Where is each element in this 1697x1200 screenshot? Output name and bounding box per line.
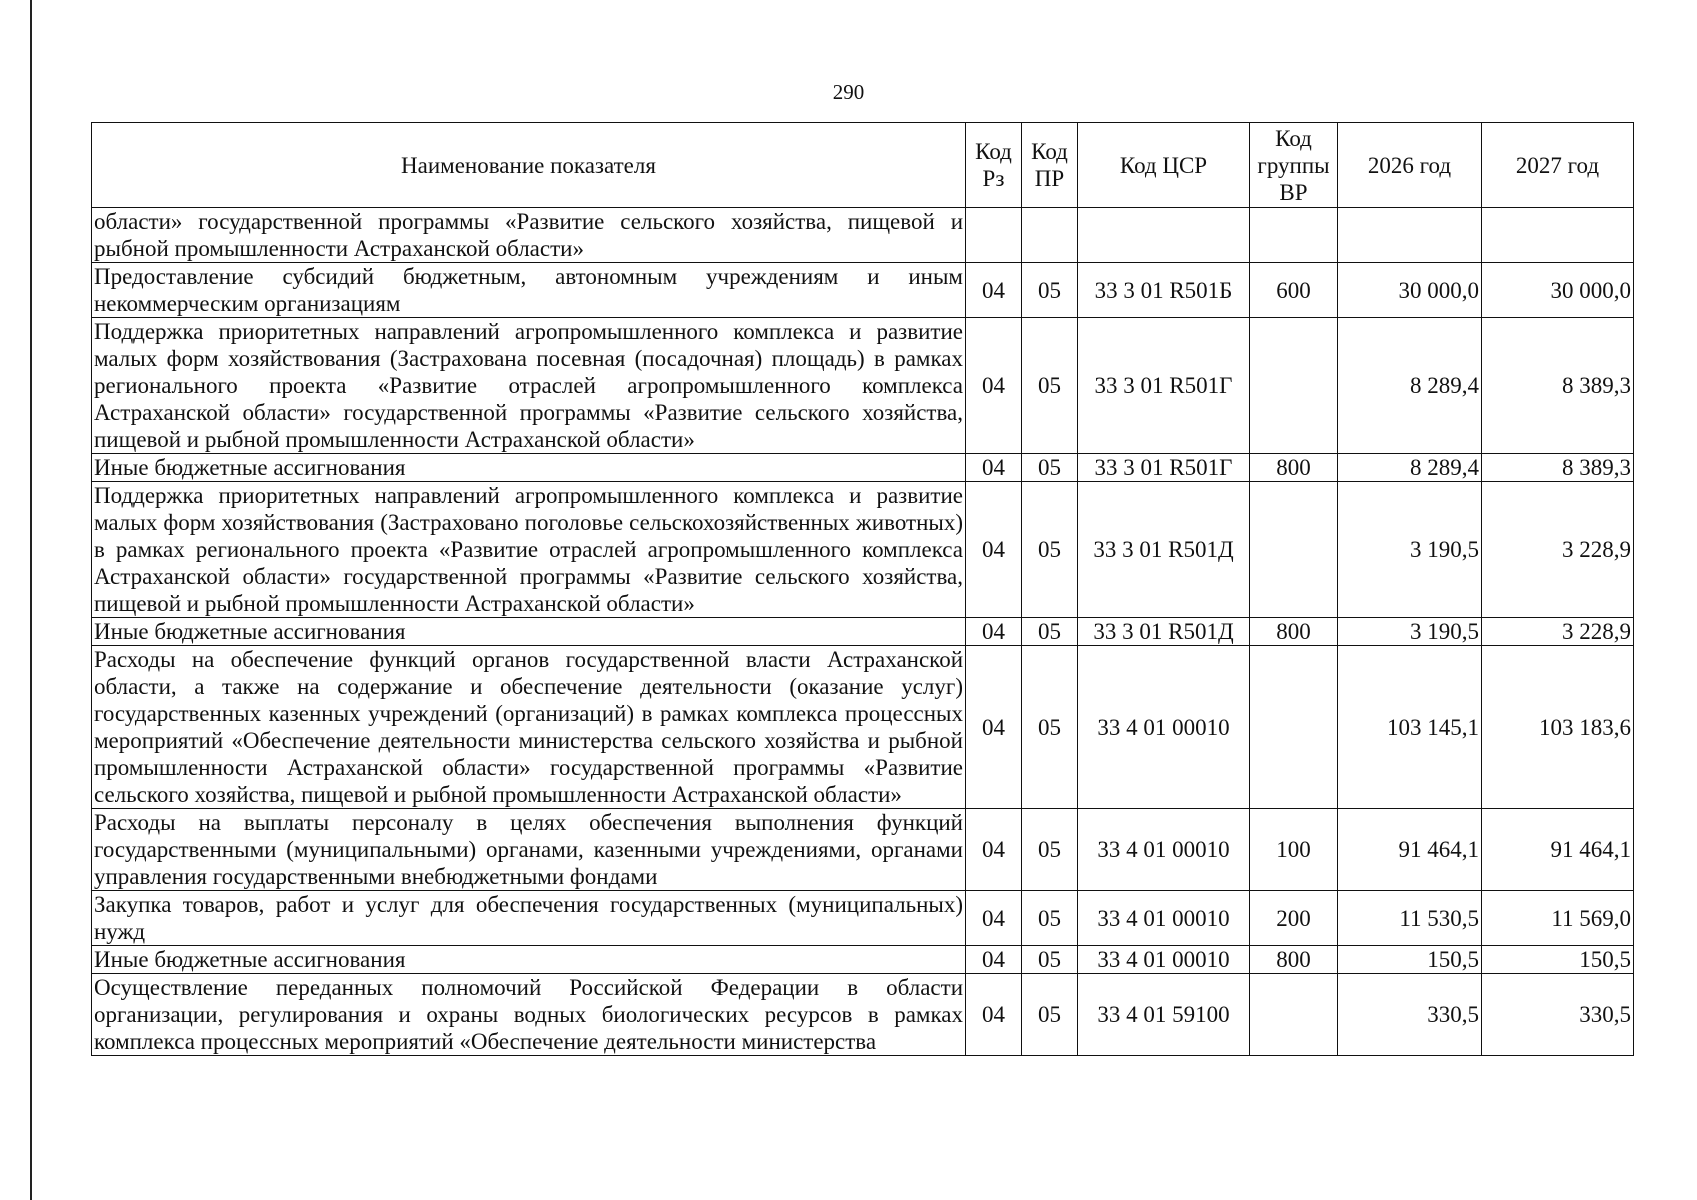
row-2027: 3 228,9 xyxy=(1482,618,1634,646)
table-row xyxy=(92,208,1634,263)
row-name: Поддержка приоритетных направлений агропромышленного комплекса и развитие малых форм хозяйствования (Застраховано поголовье сельскохозяйственных животных) в рамках регионального проекта «Развитие отраслей агропромышленного комплекса Астраханской области» государственной программы «Развитие сельского хозяйства, пищевой и рыбной промышленности Астраханской области» xyxy=(92,482,966,618)
header-name: Наименование показателя xyxy=(92,123,966,208)
row-pr: 05 xyxy=(1022,946,1078,974)
row-2027: 8 389,3 xyxy=(1482,318,1634,454)
row-2026: 11 530,5 xyxy=(1338,891,1482,946)
row-rz: 04 xyxy=(966,318,1022,454)
row-name: Расходы на обеспечение функций органов государственной власти Астраханской области, а также на содержание и обеспечение деятельности (оказание услуг) государственных казенных учреждений (организаций) в рамках комплекса процессных мероприятий «Обеспечение деятельности министерства сельского хозяйства и рыбной промышленности Астраханской области» государственной программы «Развитие сельского хозяйства, пищевой и рыбной промышленности Астраханской области» xyxy=(92,646,966,809)
row-rz: 04 xyxy=(966,263,1022,318)
row-vr: 800 xyxy=(1250,454,1338,482)
row-rz: 04 xyxy=(966,891,1022,946)
row-name: Поддержка приоритетных направлений агропромышленного комплекса и развитие малых форм хозяйствования (Застрахована посевная (посадочная) площадь) в рамках регионального проекта «Развитие отраслей агропромышленного комплекса Астраханской области» государственной программы «Развитие сельского хозяйства, пищевой и рыбной промышленности Астраханской области» xyxy=(92,318,966,454)
row-2026: 150,5 xyxy=(1338,946,1482,974)
row-name: Предоставление субсидий бюджетным, автономным учреждениям и иным некоммерческим организациям xyxy=(92,263,966,318)
row-rz: 04 xyxy=(966,646,1022,809)
row-2026: 3 190,5 xyxy=(1338,618,1482,646)
header-rz: Код Рз xyxy=(966,123,1022,208)
table-row xyxy=(92,454,1634,482)
row-csr: 33 4 01 59100 xyxy=(1078,974,1250,1056)
row-vr: 200 xyxy=(1250,891,1338,946)
row-pr: 05 xyxy=(1022,318,1078,454)
row-csr: 33 3 01 R501Г xyxy=(1078,318,1250,454)
table-row xyxy=(92,974,1634,1056)
row-rz: 04 xyxy=(966,946,1022,974)
row-2027 xyxy=(1482,208,1634,263)
row-name: Расходы на выплаты персоналу в целях обеспечения выполнения функций государственными (муниципальными) органами, казенными учреждениями, органами управления государственными внебюджетными фондами xyxy=(92,809,966,891)
table-header-row xyxy=(92,123,1634,208)
row-name: Закупка товаров, работ и услуг для обеспечения государственных (муниципальных) нужд xyxy=(92,891,966,946)
table-row xyxy=(92,263,1634,318)
row-rz: 04 xyxy=(966,454,1022,482)
row-2027: 11 569,0 xyxy=(1482,891,1634,946)
table-row xyxy=(92,946,1634,974)
row-vr: 800 xyxy=(1250,946,1338,974)
row-vr xyxy=(1250,318,1338,454)
table-row xyxy=(92,618,1634,646)
row-pr: 05 xyxy=(1022,263,1078,318)
row-pr: 05 xyxy=(1022,809,1078,891)
row-2026: 30 000,0 xyxy=(1338,263,1482,318)
row-2026 xyxy=(1338,208,1482,263)
budget-table xyxy=(91,122,1634,1056)
row-csr: 33 4 01 00010 xyxy=(1078,891,1250,946)
table-row xyxy=(92,646,1634,809)
row-2026: 3 190,5 xyxy=(1338,482,1482,618)
row-vr: 800 xyxy=(1250,618,1338,646)
row-pr: 05 xyxy=(1022,618,1078,646)
row-2026: 103 145,1 xyxy=(1338,646,1482,809)
row-csr xyxy=(1078,208,1250,263)
row-pr: 05 xyxy=(1022,454,1078,482)
row-2026: 91 464,1 xyxy=(1338,809,1482,891)
row-vr xyxy=(1250,974,1338,1056)
header-vr: Код группы ВР xyxy=(1250,123,1338,208)
table-row xyxy=(92,809,1634,891)
table-row xyxy=(92,318,1634,454)
row-2027: 330,5 xyxy=(1482,974,1634,1056)
table-row xyxy=(92,482,1634,618)
row-vr: 100 xyxy=(1250,809,1338,891)
row-vr xyxy=(1250,646,1338,809)
row-2026: 8 289,4 xyxy=(1338,454,1482,482)
row-2027: 30 000,0 xyxy=(1482,263,1634,318)
row-csr: 33 3 01 R501Д xyxy=(1078,618,1250,646)
row-name: области» государственной программы «Развитие сельского хозяйства, пищевой и рыбной промышленности Астраханской области» xyxy=(92,208,966,263)
row-csr: 33 3 01 R501Г xyxy=(1078,454,1250,482)
row-name: Иные бюджетные ассигнования xyxy=(92,454,966,482)
header-2026: 2026 год xyxy=(1338,123,1482,208)
header-2027: 2027 год xyxy=(1482,123,1634,208)
row-name: Иные бюджетные ассигнования xyxy=(92,946,966,974)
row-pr xyxy=(1022,208,1078,263)
row-name: Осуществление переданных полномочий Российской Федерации в области организации, регулирования и охраны водных биологических ресурсов в рамках комплекса процессных мероприятий «Обеспечение деятельности министерства xyxy=(92,974,966,1056)
header-pr: Код ПР xyxy=(1022,123,1078,208)
page-number: 290 xyxy=(832,80,865,104)
row-2027: 91 464,1 xyxy=(1482,809,1634,891)
row-rz: 04 xyxy=(966,974,1022,1056)
row-rz: 04 xyxy=(966,482,1022,618)
row-vr xyxy=(1250,482,1338,618)
row-2027: 103 183,6 xyxy=(1482,646,1634,809)
row-pr: 05 xyxy=(1022,891,1078,946)
row-csr: 33 4 01 00010 xyxy=(1078,946,1250,974)
row-2027: 3 228,9 xyxy=(1482,482,1634,618)
binding-edge-line xyxy=(30,0,32,1200)
row-pr: 05 xyxy=(1022,974,1078,1056)
row-csr: 33 3 01 R501Д xyxy=(1078,482,1250,618)
row-pr: 05 xyxy=(1022,646,1078,809)
row-csr: 33 3 01 R501Б xyxy=(1078,263,1250,318)
row-2027: 8 389,3 xyxy=(1482,454,1634,482)
row-rz: 04 xyxy=(966,618,1022,646)
row-2026: 330,5 xyxy=(1338,974,1482,1056)
row-rz: 04 xyxy=(966,809,1022,891)
row-csr: 33 4 01 00010 xyxy=(1078,809,1250,891)
row-2026: 8 289,4 xyxy=(1338,318,1482,454)
row-2027: 150,5 xyxy=(1482,946,1634,974)
row-name: Иные бюджетные ассигнования xyxy=(92,618,966,646)
row-rz xyxy=(966,208,1022,263)
table-row xyxy=(92,891,1634,946)
row-vr: 600 xyxy=(1250,263,1338,318)
row-pr: 05 xyxy=(1022,482,1078,618)
row-vr xyxy=(1250,208,1338,263)
row-csr: 33 4 01 00010 xyxy=(1078,646,1250,809)
header-csr: Код ЦСР xyxy=(1078,123,1250,208)
